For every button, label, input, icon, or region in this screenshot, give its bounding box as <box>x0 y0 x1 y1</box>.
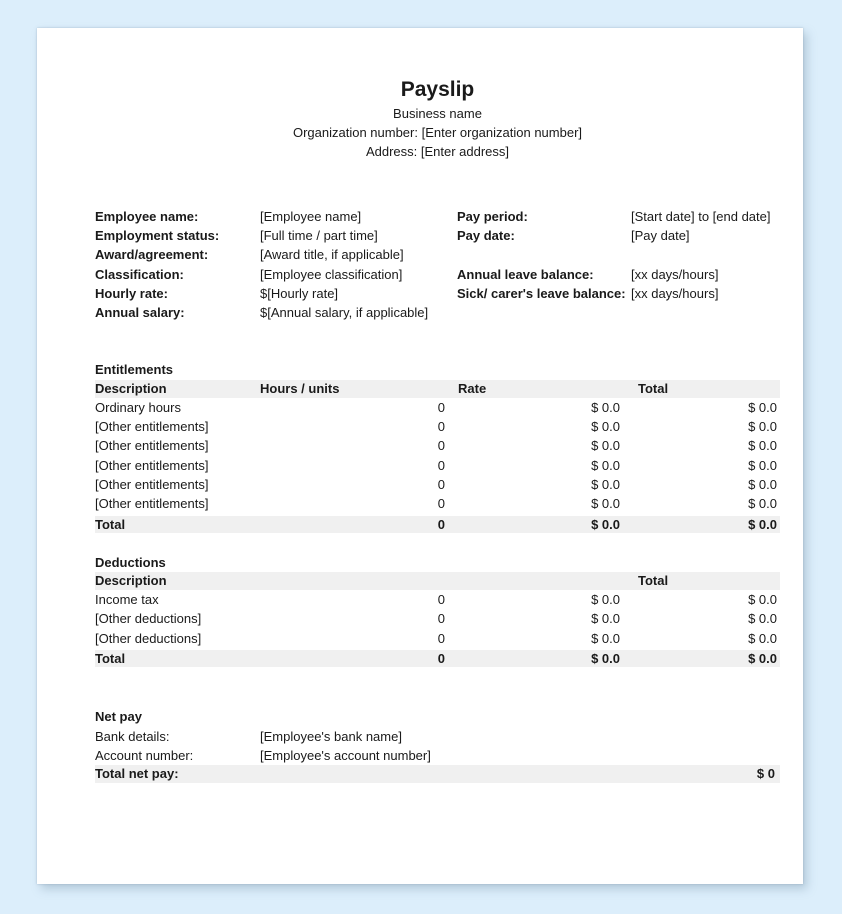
cell-hours: 0 <box>437 457 445 473</box>
title-block <box>95 76 780 162</box>
total-rate: $ 0.0 <box>591 516 620 532</box>
header-hours-units: Hours / units <box>260 380 340 396</box>
cell-description: [Other deductions] <box>95 611 202 627</box>
cell-description: Ordinary hours <box>95 399 181 415</box>
net-pay-section <box>95 707 780 783</box>
cell-rate: $ 0.0 <box>591 611 620 627</box>
account-number-row <box>95 746 780 765</box>
total-amount: $ 0.0 <box>748 651 777 667</box>
cell-description: [Other entitlements] <box>95 457 209 473</box>
deductions-total-row <box>95 648 780 667</box>
business-name: Business name <box>393 106 482 121</box>
bank-details-value: [Employee's bank name] <box>260 728 402 744</box>
table-row <box>95 590 780 609</box>
page-content <box>37 76 803 783</box>
award-agreement-label: Award/agreement: <box>95 247 209 263</box>
blank-cell <box>457 245 631 264</box>
sick-leave-balance-value: [xx days/hours] <box>631 285 719 301</box>
blank-cell <box>631 303 780 322</box>
total-hours: 0 <box>437 516 445 532</box>
blank-cell <box>260 572 452 590</box>
table-row <box>95 629 780 648</box>
annual-leave-balance-value: [xx days/hours] <box>631 266 719 282</box>
bank-details-row <box>95 727 780 746</box>
cell-rate: $ 0.0 <box>591 592 620 608</box>
sick-leave-balance-label: Sick/ carer's leave balance: <box>457 285 626 301</box>
entitlements-heading: Entitlements <box>95 362 174 378</box>
entitlements-total-row <box>95 514 780 533</box>
cell-description: [Other deductions] <box>95 630 202 646</box>
deductions-heading: Deductions <box>95 554 166 570</box>
cell-total: $ 0.0 <box>748 592 777 608</box>
cell-rate: $ 0.0 <box>591 438 620 454</box>
account-number-label: Account number: <box>95 747 194 763</box>
cell-total: $ 0.0 <box>748 399 777 415</box>
entitlements-section <box>95 360 780 532</box>
bank-details-label: Bank details: <box>95 728 170 744</box>
account-number-value: [Employee's account number] <box>260 747 431 763</box>
cell-hours: 0 <box>437 438 445 454</box>
deductions-section <box>95 553 780 667</box>
net-pay-heading: Net pay <box>95 709 142 725</box>
hourly-rate-value: $[Hourly rate] <box>260 285 339 301</box>
header-description: Description <box>95 573 167 589</box>
cell-rate: $ 0.0 <box>591 419 620 435</box>
address-line: Address: [Enter address] <box>365 144 510 160</box>
cell-hours: 0 <box>437 630 445 646</box>
total-label: Total <box>95 651 126 667</box>
cell-description: [Other entitlements] <box>95 477 209 493</box>
header-rate: Rate <box>458 380 487 396</box>
total-net-pay-value: $ 0 <box>756 766 775 782</box>
cell-total: $ 0.0 <box>748 477 777 493</box>
cell-rate: $ 0.0 <box>591 399 620 415</box>
employee-info-grid <box>95 207 780 323</box>
total-rate: $ 0.0 <box>591 651 620 667</box>
annual-leave-balance-label: Annual leave balance: <box>457 266 594 282</box>
cell-hours: 0 <box>437 399 445 415</box>
cell-rate: $ 0.0 <box>591 477 620 493</box>
total-net-pay-label: Total net pay: <box>95 766 179 782</box>
pay-period-value: [Start date] to [end date] <box>631 208 771 224</box>
total-hours: 0 <box>437 651 445 667</box>
cell-rate: $ 0.0 <box>591 630 620 646</box>
cell-hours: 0 <box>437 592 445 608</box>
blank-cell <box>452 572 625 590</box>
cell-total: $ 0.0 <box>748 457 777 473</box>
employment-status-value: [Full time / part time] <box>260 227 378 243</box>
table-row <box>95 494 780 513</box>
table-row <box>95 456 780 475</box>
cell-total: $ 0.0 <box>748 419 777 435</box>
table-row <box>95 417 780 436</box>
total-amount: $ 0.0 <box>748 516 777 532</box>
cell-rate: $ 0.0 <box>591 496 620 512</box>
organization-number-line: Organization number: [Enter organization number] <box>292 125 583 141</box>
hourly-rate-label: Hourly rate: <box>95 285 168 301</box>
cell-hours: 0 <box>437 496 445 512</box>
cell-total: $ 0.0 <box>748 496 777 512</box>
classification-value: [Employee classification] <box>260 266 403 282</box>
blank-cell <box>457 303 631 322</box>
pay-date-value: [Pay date] <box>631 227 690 243</box>
cell-hours: 0 <box>437 477 445 493</box>
entitlements-header-row <box>95 380 780 398</box>
header-total: Total <box>638 380 669 396</box>
page-title: Payslip <box>400 78 475 101</box>
cell-hours: 0 <box>437 419 445 435</box>
total-label: Total <box>95 516 126 532</box>
employment-status-label: Employment status: <box>95 227 220 243</box>
header-description: Description <box>95 380 167 396</box>
cell-description: Income tax <box>95 592 159 608</box>
cell-hours: 0 <box>437 611 445 627</box>
cell-total: $ 0.0 <box>748 630 777 646</box>
cell-total: $ 0.0 <box>748 438 777 454</box>
table-row <box>95 436 780 455</box>
pay-date-label: Pay date: <box>457 227 515 243</box>
table-row <box>95 398 780 417</box>
cell-total: $ 0.0 <box>748 611 777 627</box>
annual-salary-value: $[Annual salary, if applicable] <box>260 305 429 321</box>
deductions-header-row <box>95 572 780 590</box>
pay-period-label: Pay period: <box>457 208 528 224</box>
employee-name-value: [Employee name] <box>260 208 362 224</box>
table-row <box>95 475 780 494</box>
cell-rate: $ 0.0 <box>591 457 620 473</box>
blank-cell <box>631 245 780 264</box>
annual-salary-label: Annual salary: <box>95 305 185 321</box>
total-net-pay-row <box>95 765 780 783</box>
employee-name-label: Employee name: <box>95 208 199 224</box>
cell-description: [Other entitlements] <box>95 419 209 435</box>
cell-description: [Other entitlements] <box>95 438 209 454</box>
header-total: Total <box>638 573 669 589</box>
table-row <box>95 609 780 628</box>
payslip-page <box>37 28 803 884</box>
award-agreement-value: [Award title, if applicable] <box>260 247 404 263</box>
cell-description: [Other entitlements] <box>95 496 209 512</box>
classification-label: Classification: <box>95 266 184 282</box>
